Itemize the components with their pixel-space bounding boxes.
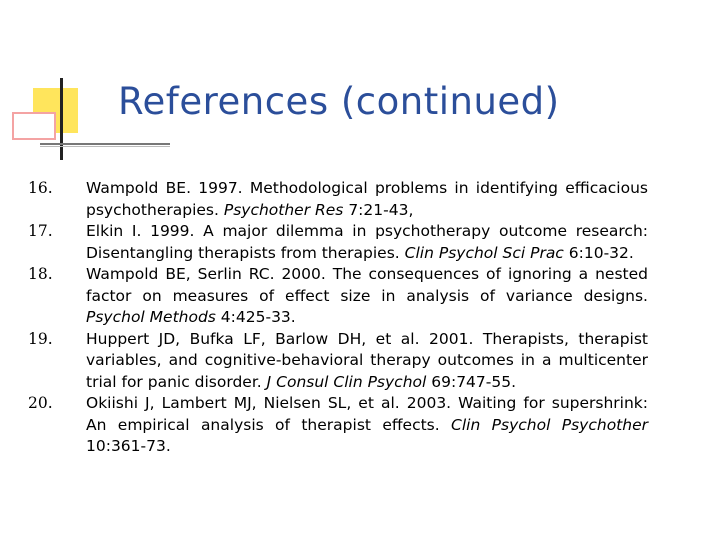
reference-text [86, 221, 648, 264]
reference-item [28, 393, 648, 458]
reference-number: 19. [28, 329, 53, 348]
reference-number: 20. [28, 394, 53, 412]
reference-list [28, 178, 648, 458]
reference-text [86, 329, 648, 394]
horizontal-rule-decoration [40, 143, 170, 145]
reference-volume-pages: 69:747-55. [426, 372, 517, 391]
reference-citation: Huppert JD, Bufka LF, Barlow DH, et al. 2001. Therapists, therapist variables, and cognitive-behavioral therapy outcomes in a multicenter trial for panic disorder. [86, 329, 648, 391]
reference-volume-pages: 4:425-33. [215, 308, 296, 326]
reference-text [86, 264, 648, 329]
reference-citation: Okiishi J, Lambert MJ, Nielsen SL, et al. 2003. Waiting for supershrink: An empirical analysis of therapist effects. [86, 394, 648, 434]
reference-number: 17. [28, 222, 53, 240]
reference-number: 16. [28, 179, 53, 197]
red-square-decoration [12, 112, 56, 140]
reference-journal: Psychol Methods [86, 308, 216, 326]
reference-volume-pages: 6:10-32. [563, 243, 634, 262]
reference-text [86, 178, 648, 221]
slide-title: References (continued) [118, 80, 560, 123]
reference-journal: Clin Psychol Sci Prac [404, 243, 564, 262]
reference-item [28, 221, 648, 264]
vertical-rule-decoration [60, 78, 63, 160]
reference-citation: Wampold BE, Serlin RC. 2000. The consequences of ignoring a nested factor on measures of effect size in analysis of variance designs. [86, 265, 648, 305]
reference-volume-pages: 7:21-43, [343, 200, 414, 219]
reference-journal: Psychother Res [223, 200, 344, 219]
reference-item [28, 178, 648, 221]
reference-volume-pages: 10:361-73. [86, 437, 171, 455]
reference-citation: Elkin I. 1999. A major dilemma in psychotherapy outcome research: Disentangling therapists from therapies. [86, 222, 648, 262]
reference-journal: Clin Psychol Psychother [451, 415, 648, 434]
reference-citation: Wampold BE. 1997. Methodological problems in identifying efficacious psychotherapies. [86, 179, 648, 219]
reference-item [28, 329, 648, 394]
reference-text [86, 393, 648, 458]
reference-number: 18. [28, 265, 53, 283]
reference-item [28, 264, 648, 329]
reference-journal: J Consul Clin Psychol [266, 372, 427, 391]
horizontal-rule-shadow-decoration [40, 146, 170, 147]
